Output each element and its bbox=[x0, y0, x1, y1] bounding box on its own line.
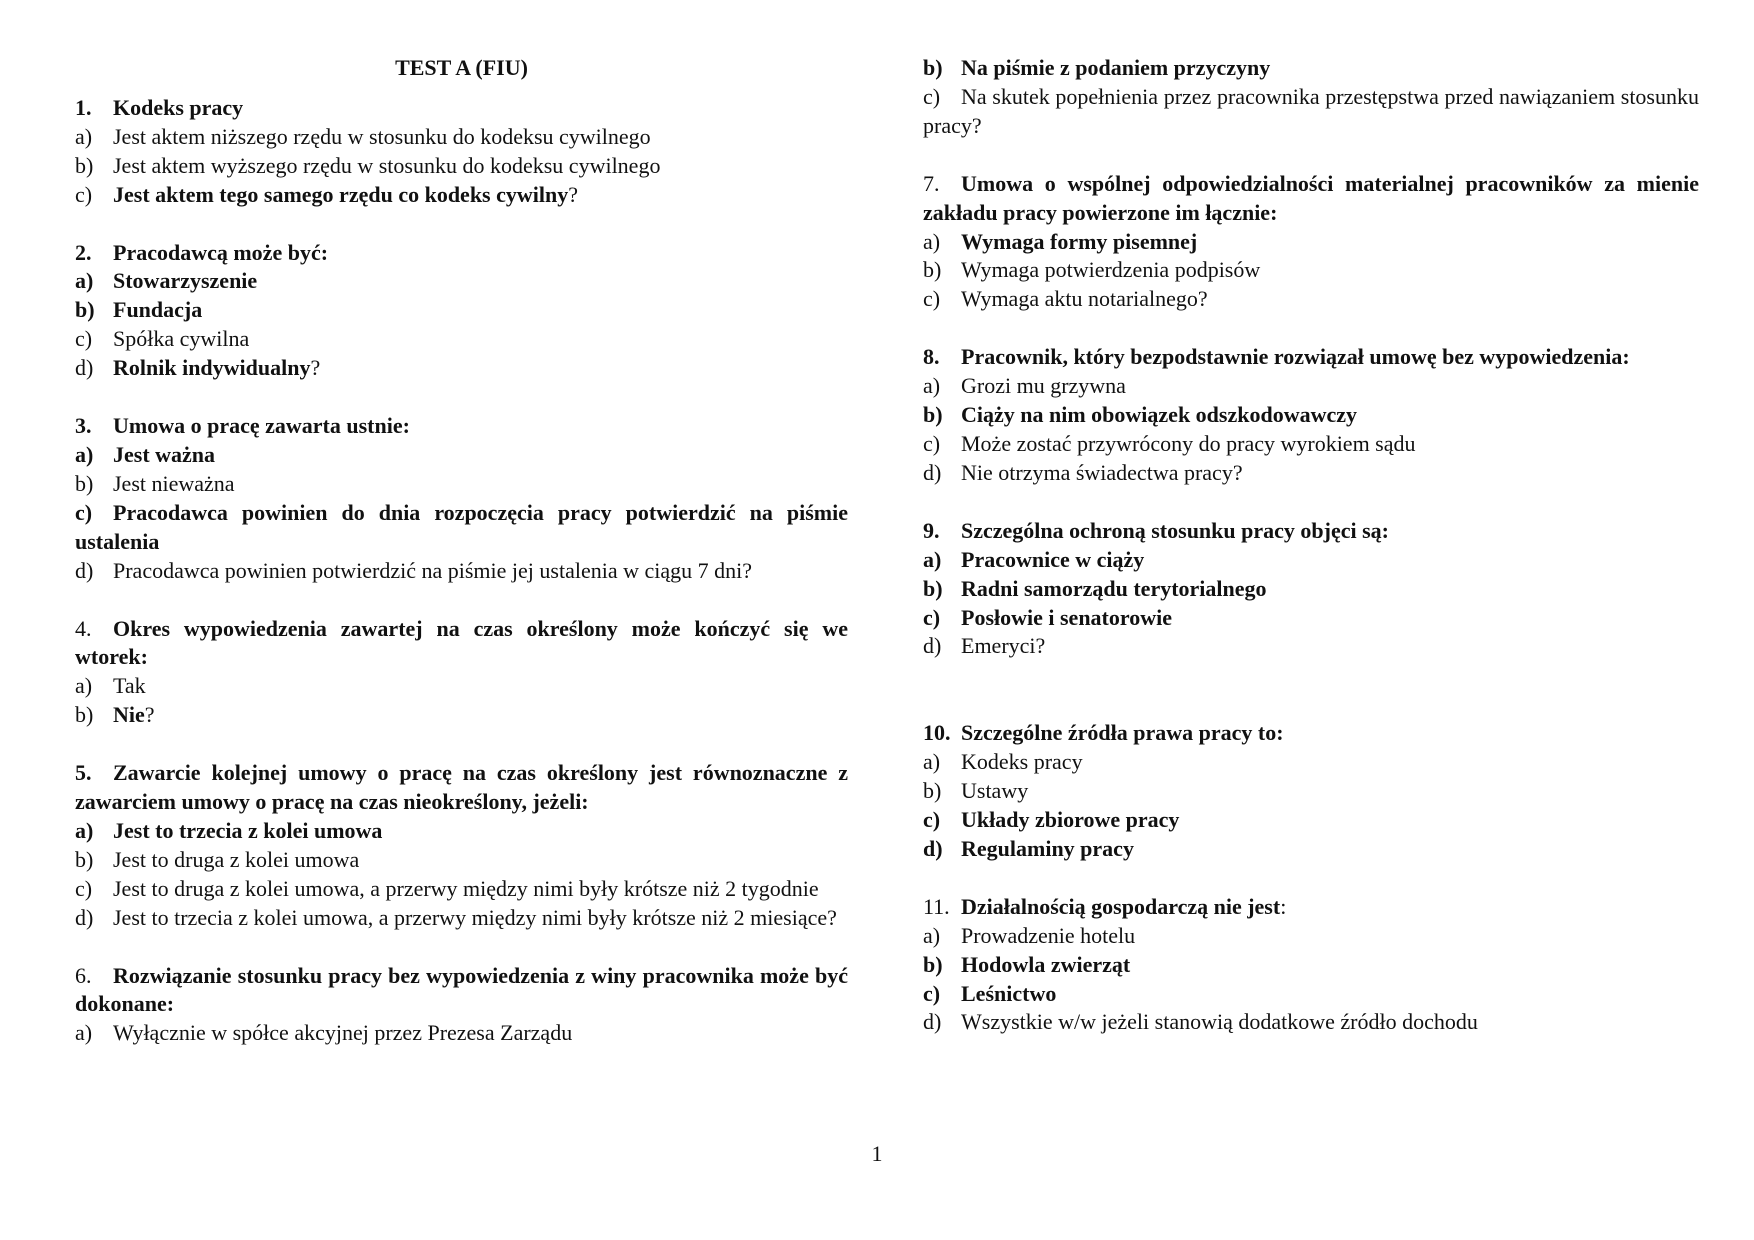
option-text: Kodeks pracy bbox=[961, 749, 1083, 775]
page-number: 1 bbox=[871, 1141, 883, 1166]
option-text-wrap bbox=[961, 1008, 1478, 1037]
answer-option bbox=[923, 372, 1699, 401]
answer-option bbox=[75, 904, 848, 933]
option-letter: c) bbox=[923, 83, 941, 109]
answer-option bbox=[75, 701, 848, 730]
question-block bbox=[923, 719, 1699, 864]
question-stem bbox=[923, 893, 1699, 922]
answer-option bbox=[923, 980, 1699, 1009]
option-text: Wymaga aktu notarialnego? bbox=[961, 286, 1208, 312]
option-text-wrap bbox=[961, 546, 1144, 575]
option-text-wrap bbox=[113, 441, 215, 470]
option-letter: d) bbox=[75, 355, 94, 381]
option-letter: a) bbox=[75, 1020, 93, 1046]
option-text: Jest aktem niższego rzędu w stosunku do kodeksu cywilnego bbox=[113, 123, 651, 149]
right-question-list bbox=[923, 54, 1699, 1037]
answer-option bbox=[75, 875, 848, 904]
question-text-tail: : bbox=[1280, 893, 1287, 919]
option-text-wrap bbox=[113, 152, 660, 181]
option-letter: a) bbox=[923, 228, 941, 254]
option-letter: a) bbox=[923, 373, 941, 399]
answer-option bbox=[923, 632, 1699, 661]
answer-option bbox=[923, 951, 1699, 980]
option-letter: a) bbox=[75, 673, 93, 699]
option-letter: b) bbox=[923, 257, 942, 283]
question-number: 4. bbox=[75, 615, 92, 641]
question-block bbox=[923, 170, 1699, 315]
option-letter: b) bbox=[75, 470, 94, 496]
answer-option bbox=[923, 430, 1699, 459]
option-text-wrap bbox=[113, 267, 257, 296]
answer-option bbox=[923, 401, 1699, 430]
question-stem bbox=[75, 962, 848, 1020]
question-number: 1. bbox=[75, 94, 92, 120]
option-letter: d) bbox=[75, 557, 94, 583]
question-text: Działalnością gospodarczą nie jest bbox=[961, 893, 1281, 919]
option-text: Pracownice w ciąży bbox=[961, 546, 1145, 572]
question-text: Rozwiązanie stosunku pracy bez wypowiedzenia z winy pracownika może być dokonane: bbox=[75, 962, 848, 1017]
question-text: Pracodawcą może być: bbox=[113, 239, 329, 265]
option-text-wrap bbox=[961, 285, 1208, 314]
option-text-tail: ? bbox=[310, 355, 321, 381]
option-text-wrap bbox=[961, 777, 1028, 806]
option-text-tail: ? bbox=[144, 702, 155, 728]
option-letter: c) bbox=[923, 286, 941, 312]
option-text: Wymaga formy pisemnej bbox=[961, 228, 1198, 254]
option-letter: c) bbox=[923, 980, 941, 1006]
option-text: Ciąży na nim obowiązek odszkodowawczy bbox=[961, 402, 1358, 428]
answer-option bbox=[75, 441, 848, 470]
answer-option bbox=[923, 83, 1699, 141]
option-text: Jest to trzecia z kolei umowa bbox=[113, 817, 383, 843]
option-text: Tak bbox=[113, 673, 146, 699]
option-text-wrap bbox=[113, 325, 249, 354]
question-number: 5. bbox=[75, 760, 92, 786]
option-text-wrap bbox=[113, 123, 651, 152]
answer-option bbox=[923, 285, 1699, 314]
option-text-wrap bbox=[113, 846, 359, 875]
question-stem bbox=[923, 343, 1699, 372]
option-text-wrap bbox=[113, 354, 320, 383]
answer-option bbox=[923, 604, 1699, 633]
option-text-wrap bbox=[961, 575, 1267, 604]
option-letter: d) bbox=[923, 835, 943, 861]
answer-option bbox=[923, 835, 1699, 864]
option-letter: a) bbox=[75, 123, 93, 149]
option-text-wrap bbox=[113, 905, 837, 930]
question-stem bbox=[75, 615, 848, 673]
option-text: Jest nieważna bbox=[113, 470, 235, 496]
question-block bbox=[923, 54, 1699, 141]
answer-option bbox=[75, 354, 848, 383]
option-text-wrap bbox=[961, 806, 1179, 835]
option-letter: b) bbox=[75, 152, 94, 178]
question-number: 10. bbox=[923, 720, 951, 746]
question-block bbox=[75, 962, 848, 1049]
question-text: Umowa o pracę zawarta ustnie: bbox=[113, 413, 410, 439]
question-stem bbox=[923, 719, 1699, 748]
answer-option bbox=[923, 748, 1699, 777]
option-letter: d) bbox=[923, 1009, 942, 1035]
option-text: Grozi mu grzywna bbox=[961, 373, 1126, 399]
question-stem bbox=[923, 517, 1699, 546]
option-letter: b) bbox=[923, 55, 943, 80]
option-text-wrap bbox=[961, 835, 1134, 864]
option-text: Na piśmie z podaniem przyczyny bbox=[961, 55, 1271, 80]
option-text-wrap bbox=[113, 876, 819, 901]
option-text: Posłowie i senatorowie bbox=[961, 604, 1173, 630]
option-letter: d) bbox=[923, 633, 942, 659]
question-number: 8. bbox=[923, 344, 940, 370]
question-text: Kodeks pracy bbox=[113, 94, 244, 120]
question-text: Zawarcie kolejnej umowy o pracę na czas określony jest równoznaczne z zawarciem umowy o pracę na czas nieokreślony, jeżeli: bbox=[75, 760, 848, 815]
option-letter: b) bbox=[75, 702, 94, 728]
option-text-tail: ? bbox=[568, 181, 578, 207]
question-stem bbox=[75, 759, 848, 817]
question-number: 9. bbox=[923, 517, 940, 543]
option-text-wrap bbox=[961, 401, 1357, 430]
option-letter: d) bbox=[923, 459, 942, 485]
option-text-wrap bbox=[961, 228, 1197, 257]
question-stem bbox=[75, 94, 848, 123]
option-text: Stowarzyszenie bbox=[113, 268, 258, 294]
right-column bbox=[923, 54, 1699, 1066]
option-text: Nie bbox=[113, 702, 145, 728]
option-text: Wymaga potwierdzenia podpisów bbox=[961, 257, 1261, 283]
option-text-wrap bbox=[961, 951, 1130, 980]
question-stem bbox=[75, 239, 848, 268]
option-text: Jest aktem wyższego rzędu w stosunku do kodeksu cywilnego bbox=[113, 152, 661, 178]
option-text: Może zostać przywrócony do pracy wyrokiem sądu bbox=[961, 430, 1416, 456]
answer-option bbox=[75, 499, 848, 557]
option-text: Regulaminy pracy bbox=[961, 835, 1134, 861]
question-block bbox=[75, 615, 848, 731]
option-text: Jest to druga z kolei umowa bbox=[113, 846, 360, 872]
question-number: 2. bbox=[75, 239, 92, 265]
answer-option bbox=[75, 267, 848, 296]
answer-option bbox=[75, 846, 848, 875]
question-block bbox=[923, 517, 1699, 662]
answer-option bbox=[75, 672, 848, 701]
option-letter: c) bbox=[75, 499, 93, 525]
answer-option bbox=[75, 152, 848, 181]
question-number: 11. bbox=[923, 893, 950, 919]
option-letter: a) bbox=[75, 817, 94, 843]
option-text: Rolnik indywidualny bbox=[113, 355, 311, 381]
question-stem bbox=[75, 412, 848, 441]
option-text-wrap bbox=[961, 632, 1045, 661]
option-text: Leśnictwo bbox=[961, 980, 1057, 1006]
option-letter: c) bbox=[923, 430, 941, 456]
option-text: Pracodawca powinien potwierdzić na piśmie jej ustalenia w ciągu 7 dni? bbox=[113, 557, 753, 583]
option-letter: c) bbox=[923, 604, 941, 630]
option-text: Układy zbiorowe pracy bbox=[961, 807, 1180, 833]
option-text-wrap bbox=[961, 748, 1083, 777]
option-letter: c) bbox=[75, 181, 93, 207]
option-letter: b) bbox=[923, 951, 943, 977]
question-stem bbox=[923, 170, 1699, 228]
answer-option bbox=[923, 459, 1699, 488]
option-text-wrap bbox=[113, 557, 752, 586]
question-block bbox=[75, 239, 848, 384]
option-letter: c) bbox=[75, 326, 93, 352]
answer-option bbox=[75, 181, 848, 210]
option-text-wrap bbox=[113, 817, 382, 846]
question-block bbox=[923, 343, 1699, 488]
answer-option bbox=[75, 470, 848, 499]
option-letter: c) bbox=[923, 807, 941, 833]
option-text: Radni samorządu terytorialnego bbox=[961, 575, 1267, 601]
answer-option bbox=[75, 1019, 848, 1048]
document-title: TEST A (FIU) bbox=[395, 55, 528, 80]
option-text: Pracodawca powinien do dnia rozpoczęcia pracy potwierdzić na piśmie ustalenia bbox=[75, 499, 848, 554]
answer-option bbox=[923, 256, 1699, 285]
answer-option bbox=[923, 1008, 1699, 1037]
option-letter: a) bbox=[923, 546, 942, 572]
option-text: Wyłącznie w spółce akcyjnej przez Prezesa Zarządu bbox=[113, 1020, 573, 1046]
option-text: Na skutek popełnienia przez pracownika przestępstwa przed nawiązaniem stosunku pracy? bbox=[923, 83, 1699, 138]
option-text: Ustawy bbox=[961, 778, 1029, 804]
question-text: Pracownik, który bezpodstawnie rozwiązał umowę bez wypowiedzenia: bbox=[961, 344, 1630, 370]
option-text-wrap bbox=[113, 181, 578, 210]
option-text-wrap bbox=[961, 922, 1135, 951]
option-text-wrap bbox=[113, 1019, 572, 1048]
option-text-wrap bbox=[961, 54, 1270, 83]
left-question-list bbox=[75, 94, 848, 1048]
answer-option bbox=[923, 806, 1699, 835]
option-letter: a) bbox=[75, 268, 94, 294]
option-text: Prowadzenie hotelu bbox=[961, 922, 1136, 948]
question-block bbox=[923, 893, 1699, 1038]
option-text-wrap bbox=[113, 672, 146, 701]
option-text-wrap bbox=[75, 500, 848, 554]
option-text: Emeryci? bbox=[961, 633, 1046, 659]
option-letter: d) bbox=[75, 904, 94, 930]
option-text-wrap bbox=[113, 296, 202, 325]
option-text: Nie otrzyma świadectwa pracy? bbox=[961, 459, 1243, 485]
question-number: 7. bbox=[923, 170, 940, 196]
answer-option bbox=[923, 54, 1699, 83]
answer-option bbox=[923, 228, 1699, 257]
left-column bbox=[75, 54, 848, 1077]
option-text-wrap bbox=[961, 980, 1056, 1009]
option-text: Spółka cywilna bbox=[113, 326, 250, 352]
option-letter: b) bbox=[923, 402, 943, 428]
option-text: Jest ważna bbox=[113, 441, 216, 467]
question-text: Szczególna ochroną stosunku pracy objęci są: bbox=[961, 517, 1389, 543]
question-number: 6. bbox=[75, 962, 92, 988]
answer-option bbox=[75, 123, 848, 152]
option-text: Wszystkie w/w jeżeli stanowią dodatkowe źródło dochodu bbox=[961, 1009, 1478, 1035]
answer-option bbox=[923, 777, 1699, 806]
option-text-wrap bbox=[113, 470, 235, 499]
option-text-wrap bbox=[923, 84, 1699, 138]
answer-option bbox=[75, 817, 848, 846]
answer-option bbox=[923, 922, 1699, 951]
question-block bbox=[75, 412, 848, 585]
answer-option bbox=[75, 325, 848, 354]
question-text: Umowa o wspólnej odpowiedzialności materialnej pracowników za mienie zakładu pracy powierzone im łącznie: bbox=[923, 170, 1699, 225]
question-text: Okres wypowiedzenia zawartej na czas określony może kończyć się we wtorek: bbox=[75, 615, 848, 670]
option-text: Hodowla zwierząt bbox=[961, 951, 1131, 977]
answer-option bbox=[923, 546, 1699, 575]
option-letter: c) bbox=[75, 875, 93, 901]
answer-option bbox=[75, 557, 848, 586]
option-text-wrap bbox=[113, 701, 155, 730]
option-text: Fundacja bbox=[113, 297, 203, 323]
option-letter: b) bbox=[923, 778, 942, 804]
question-block bbox=[75, 759, 848, 932]
option-text-wrap bbox=[961, 256, 1260, 285]
option-letter: b) bbox=[923, 575, 943, 601]
option-text-wrap bbox=[961, 604, 1172, 633]
option-text-wrap bbox=[961, 459, 1243, 488]
option-text-wrap bbox=[961, 372, 1126, 401]
option-letter: a) bbox=[75, 441, 94, 467]
question-text: Szczególne źródła prawa pracy to: bbox=[961, 720, 1284, 746]
question-block bbox=[75, 94, 848, 210]
option-letter: b) bbox=[75, 846, 94, 872]
option-letter: a) bbox=[923, 922, 941, 948]
option-text: Jest to trzecia z kolei umowa, a przerwy między nimi były krótsze niż 2 miesiące? bbox=[113, 904, 837, 930]
option-text: Jest aktem tego samego rzędu co kodeks cywilny bbox=[113, 181, 569, 207]
option-text: Jest to druga z kolei umowa, a przerwy między nimi były krótsze niż 2 tygodnie bbox=[113, 875, 819, 901]
option-letter: b) bbox=[75, 297, 95, 323]
option-text-wrap bbox=[961, 430, 1416, 459]
answer-option bbox=[923, 575, 1699, 604]
option-letter: a) bbox=[923, 749, 941, 775]
question-number: 3. bbox=[75, 413, 92, 439]
answer-option bbox=[75, 296, 848, 325]
